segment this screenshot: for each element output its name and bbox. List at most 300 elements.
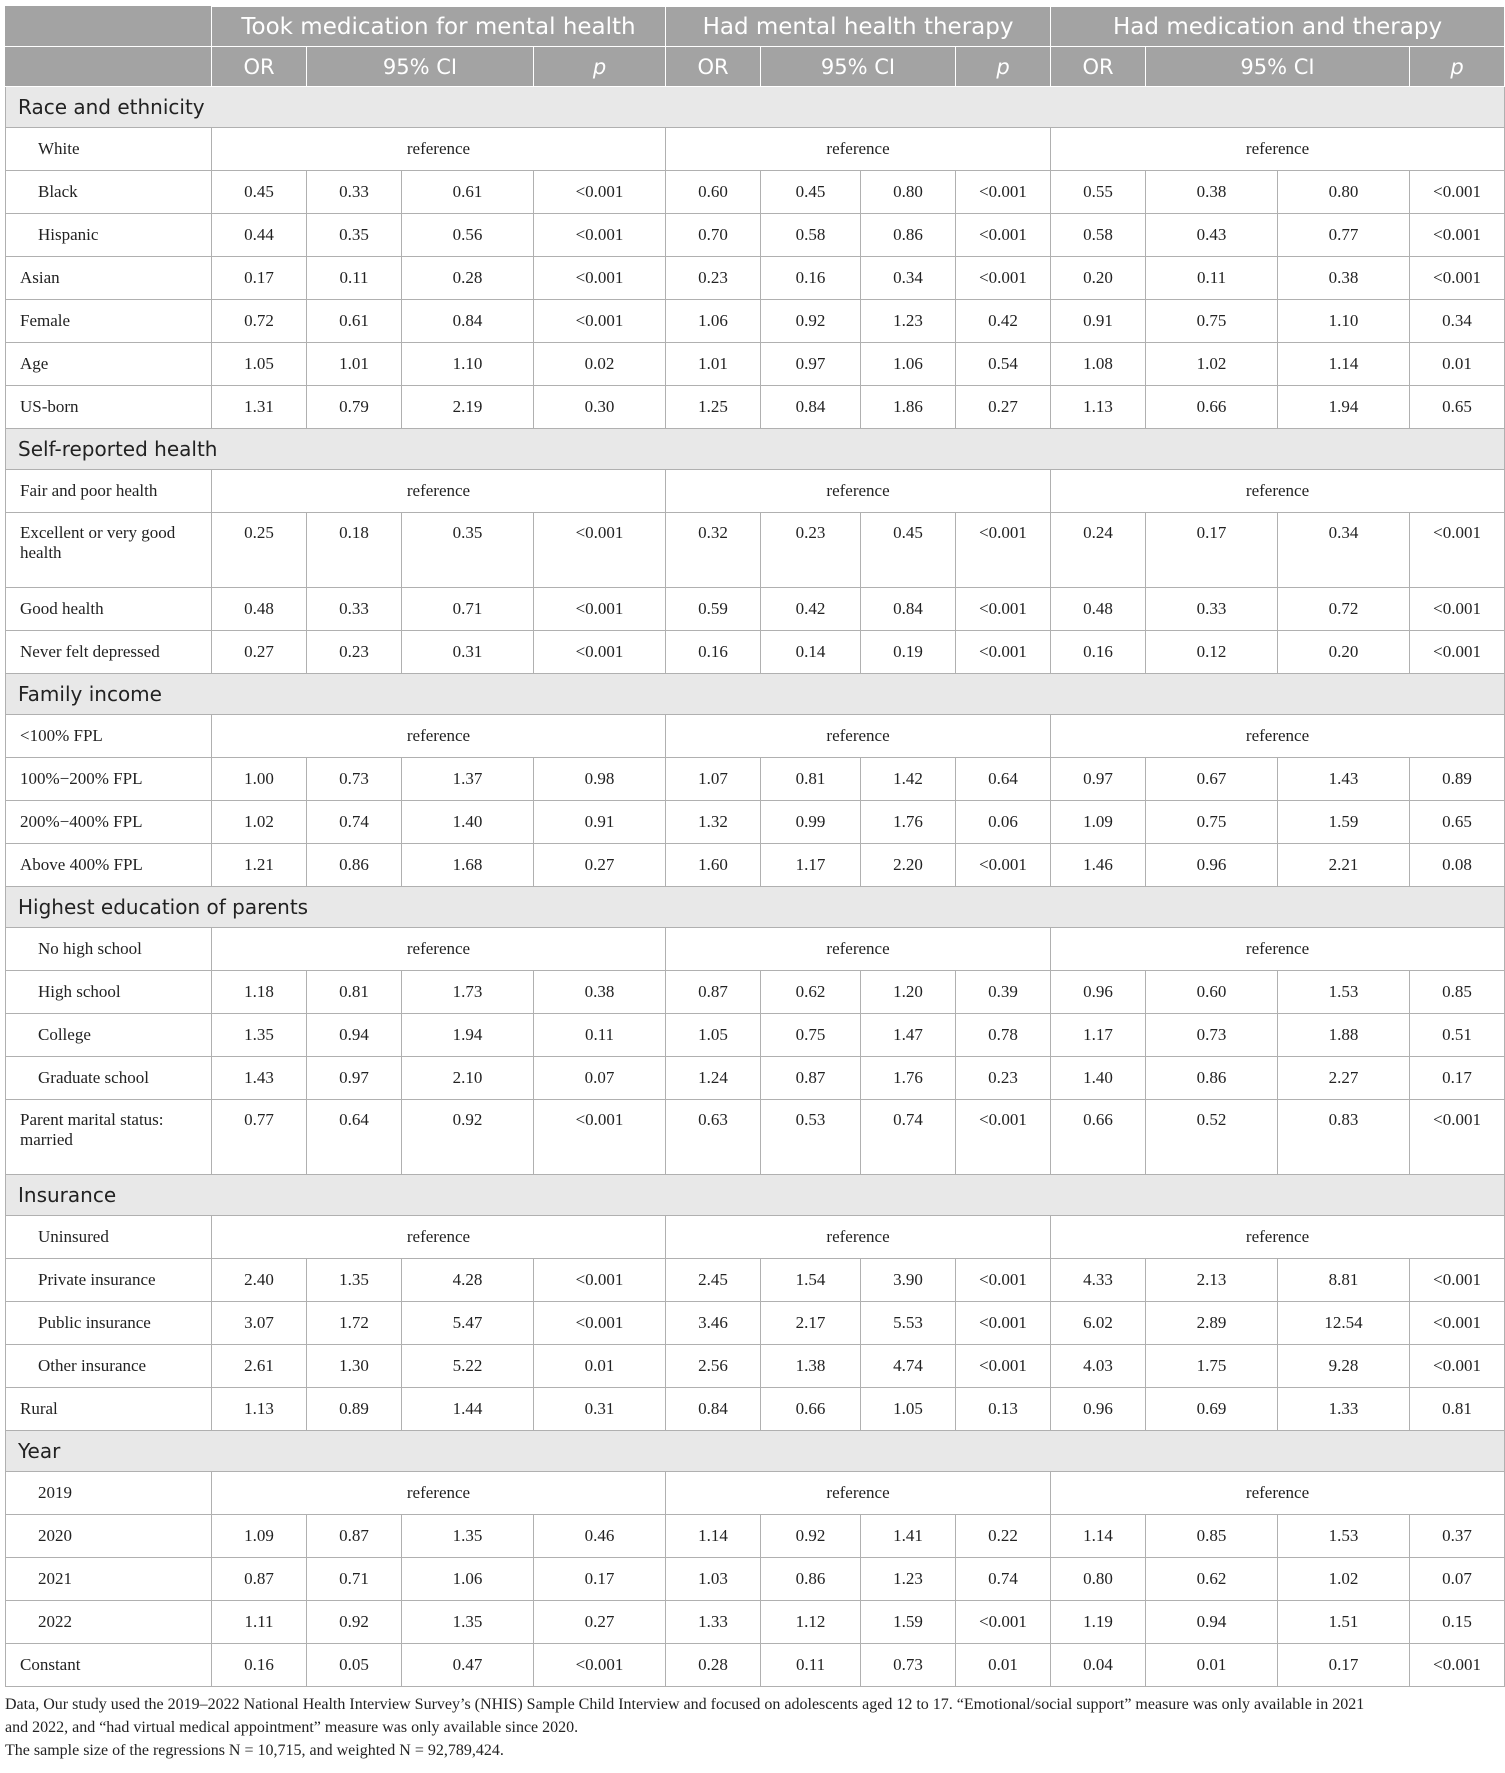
or-value: 2.45 [666,1259,761,1302]
ci-lower: 0.11 [307,257,402,300]
or-value: 1.03 [666,1558,761,1601]
ci-lower: 2.13 [1146,1259,1278,1302]
reference-cell: reference [666,1472,1051,1515]
ci-lower: 0.79 [307,386,402,429]
header-p: p [534,47,666,87]
header-or: OR [212,47,307,87]
or-value: 1.09 [212,1515,307,1558]
ci-upper: 0.83 [1278,1100,1410,1175]
p-value: 0.30 [534,386,666,429]
ci-lower: 0.67 [1146,758,1278,801]
p-value: <0.001 [956,1345,1051,1388]
or-value: 0.25 [212,513,307,588]
or-value: 0.60 [666,171,761,214]
ci-lower: 0.97 [307,1057,402,1100]
p-value: <0.001 [956,1100,1051,1175]
p-value: <0.001 [1410,1345,1505,1388]
ci-lower: 0.94 [307,1014,402,1057]
p-value: 0.51 [1410,1014,1505,1057]
p-value: <0.001 [534,1100,666,1175]
or-value: 0.16 [1051,631,1146,674]
ci-lower: 0.92 [761,1515,861,1558]
p-value: 0.23 [956,1057,1051,1100]
row-label: High school [6,971,212,1014]
ci-upper: 8.81 [1278,1259,1410,1302]
or-value: 0.04 [1051,1644,1146,1687]
ci-lower: 0.64 [307,1100,402,1175]
ci-upper: 5.47 [402,1302,534,1345]
ci-upper: 1.68 [402,844,534,887]
ci-upper: 1.43 [1278,758,1410,801]
table-footnote [5,1693,1370,1762]
ci-lower: 0.45 [761,171,861,214]
table-row [6,513,1505,588]
ci-lower: 2.17 [761,1302,861,1345]
row-label: Female [6,300,212,343]
or-value: 1.21 [212,844,307,887]
ci-lower: 0.92 [307,1601,402,1644]
reference-cell: reference [666,128,1051,171]
or-value: 1.02 [212,801,307,844]
ci-upper: 1.05 [861,1388,956,1431]
p-value: <0.001 [1410,631,1505,674]
or-value: 1.17 [1051,1014,1146,1057]
ci-upper: 0.38 [1278,257,1410,300]
ci-lower: 0.81 [307,971,402,1014]
p-value: <0.001 [1410,513,1505,588]
p-value: <0.001 [534,1644,666,1687]
or-value: 1.14 [666,1515,761,1558]
ci-upper: 0.72 [1278,588,1410,631]
or-value: 1.43 [212,1057,307,1100]
p-value: 0.85 [1410,971,1505,1014]
row-label: White [6,128,212,171]
or-value: 1.24 [666,1057,761,1100]
or-value: 4.03 [1051,1345,1146,1388]
or-value: 1.31 [212,386,307,429]
row-label: College [6,1014,212,1057]
table-row [6,1216,1505,1259]
p-value: 0.39 [956,971,1051,1014]
row-label: Public insurance [6,1302,212,1345]
or-value: 1.60 [666,844,761,887]
p-value: 0.91 [534,801,666,844]
ci-lower: 0.62 [1146,1558,1278,1601]
p-value: 0.02 [534,343,666,386]
reference-cell: reference [1051,128,1505,171]
row-label: 2022 [6,1601,212,1644]
ci-upper: 5.22 [402,1345,534,1388]
ci-lower: 0.86 [307,844,402,887]
table-row [6,1644,1505,1687]
table-row [6,631,1505,674]
header-group-therapy: Had mental health therapy [666,7,1051,47]
or-value: 1.40 [1051,1057,1146,1100]
table-row [6,1302,1505,1345]
p-value: 0.46 [534,1515,666,1558]
ci-upper: 2.27 [1278,1057,1410,1100]
or-value: 1.14 [1051,1515,1146,1558]
ci-upper: 1.14 [1278,343,1410,386]
or-value: 0.96 [1051,1388,1146,1431]
row-label: Private insurance [6,1259,212,1302]
reference-cell: reference [212,128,666,171]
reference-cell: reference [212,470,666,513]
header-group-row [6,7,1505,47]
p-value: 0.01 [956,1644,1051,1687]
row-label: Constant [6,1644,212,1687]
header-sub-row [6,47,1505,87]
ci-lower: 1.01 [307,343,402,386]
or-value: 0.84 [666,1388,761,1431]
ci-upper: 0.28 [402,257,534,300]
p-value: 0.74 [956,1558,1051,1601]
ci-upper: 1.10 [1278,300,1410,343]
ci-upper: 1.76 [861,801,956,844]
header-group-both: Had medication and therapy [1051,7,1505,47]
reference-cell: reference [666,1216,1051,1259]
ci-upper: 0.74 [861,1100,956,1175]
or-value: 0.80 [1051,1558,1146,1601]
ci-lower: 0.81 [761,758,861,801]
ci-upper: 1.20 [861,971,956,1014]
ci-lower: 0.12 [1146,631,1278,674]
table-row [6,1472,1505,1515]
p-value: <0.001 [1410,1100,1505,1175]
p-value: 0.07 [1410,1558,1505,1601]
table-row [6,214,1505,257]
p-value: <0.001 [1410,1259,1505,1302]
ci-lower: 0.11 [1146,257,1278,300]
or-value: 1.46 [1051,844,1146,887]
ci-upper: 12.54 [1278,1302,1410,1345]
or-value: 1.13 [1051,386,1146,429]
ci-upper: 0.80 [861,171,956,214]
row-label: Parent marital status: married [6,1100,212,1175]
or-value: 6.02 [1051,1302,1146,1345]
ci-lower: 0.69 [1146,1388,1278,1431]
p-value: 0.13 [956,1388,1051,1431]
p-value: 0.08 [1410,844,1505,887]
ci-lower: 0.43 [1146,214,1278,257]
header-corner-sub [6,47,212,87]
p-value: 0.81 [1410,1388,1505,1431]
ci-upper: 1.35 [402,1601,534,1644]
ci-upper: 2.20 [861,844,956,887]
ci-lower: 0.23 [761,513,861,588]
ci-lower: 0.33 [307,171,402,214]
or-value: 2.40 [212,1259,307,1302]
row-label: Graduate school [6,1057,212,1100]
ci-upper: 1.73 [402,971,534,1014]
or-value: 0.23 [666,257,761,300]
or-value: 0.44 [212,214,307,257]
ci-upper: 1.35 [402,1515,534,1558]
ci-lower: 0.35 [307,214,402,257]
ci-lower: 0.53 [761,1100,861,1175]
ci-lower: 0.75 [1146,801,1278,844]
ci-upper: 0.34 [1278,513,1410,588]
ci-lower: 1.17 [761,844,861,887]
or-value: 0.24 [1051,513,1146,588]
ci-lower: 0.52 [1146,1100,1278,1175]
or-value: 0.28 [666,1644,761,1687]
table-row [6,300,1505,343]
ci-upper: 1.23 [861,1558,956,1601]
ci-upper: 3.90 [861,1259,956,1302]
reference-cell: reference [1051,1472,1505,1515]
ci-lower: 0.23 [307,631,402,674]
or-value: 1.13 [212,1388,307,1431]
table-row [6,1601,1505,1644]
section-header-row [6,887,1505,928]
or-value: 0.77 [212,1100,307,1175]
ci-lower: 0.92 [761,300,861,343]
ci-upper: 1.06 [861,343,956,386]
row-label: Age [6,343,212,386]
row-label: Never felt depressed [6,631,212,674]
or-value: 0.96 [1051,971,1146,1014]
ci-upper: 1.37 [402,758,534,801]
or-value: 0.45 [212,171,307,214]
reference-cell: reference [666,928,1051,971]
or-value: 1.35 [212,1014,307,1057]
or-value: 0.16 [666,631,761,674]
p-value: 0.17 [534,1558,666,1601]
p-value: 0.38 [534,971,666,1014]
ci-lower: 0.84 [761,386,861,429]
ci-lower: 0.87 [761,1057,861,1100]
table-row [6,801,1505,844]
table-row [6,844,1505,887]
reference-cell: reference [1051,715,1505,758]
ci-lower: 2.89 [1146,1302,1278,1345]
table-row [6,928,1505,971]
ci-lower: 1.30 [307,1345,402,1388]
or-value: 1.25 [666,386,761,429]
ci-upper: 1.42 [861,758,956,801]
or-value: 0.66 [1051,1100,1146,1175]
table-row [6,1259,1505,1302]
p-value: <0.001 [956,214,1051,257]
row-label: No high school [6,928,212,971]
p-value: 0.65 [1410,386,1505,429]
or-value: 1.07 [666,758,761,801]
odds-ratio-table [5,6,1505,1687]
ci-upper: 1.44 [402,1388,534,1431]
ci-lower: 1.72 [307,1302,402,1345]
row-label: Above 400% FPL [6,844,212,887]
row-label: Good health [6,588,212,631]
reference-cell: reference [1051,1216,1505,1259]
table-row [6,1014,1505,1057]
section-title: Race and ethnicity [6,87,1505,128]
table-row [6,1100,1505,1175]
regression-table-container [5,6,1481,1762]
p-value: <0.001 [534,631,666,674]
header-ci: 95% CI [307,47,534,87]
ci-lower: 0.14 [761,631,861,674]
ci-upper: 1.51 [1278,1601,1410,1644]
ci-lower: 0.11 [761,1644,861,1687]
ci-upper: 0.71 [402,588,534,631]
or-value: 0.87 [212,1558,307,1601]
ci-upper: 1.23 [861,300,956,343]
p-value: 0.54 [956,343,1051,386]
reference-cell: reference [1051,928,1505,971]
ci-lower: 0.33 [1146,588,1278,631]
or-value: 1.01 [666,343,761,386]
ci-upper: 1.59 [1278,801,1410,844]
or-value: 0.55 [1051,171,1146,214]
or-value: 1.19 [1051,1601,1146,1644]
ci-upper: 0.45 [861,513,956,588]
row-label: US-born [6,386,212,429]
ci-lower: 0.94 [1146,1601,1278,1644]
or-value: 2.56 [666,1345,761,1388]
row-label: Other insurance [6,1345,212,1388]
p-value: 0.64 [956,758,1051,801]
p-value: 0.65 [1410,801,1505,844]
p-value: <0.001 [1410,1302,1505,1345]
p-value: <0.001 [956,1601,1051,1644]
or-value: 3.07 [212,1302,307,1345]
p-value: 0.11 [534,1014,666,1057]
ci-lower: 1.54 [761,1259,861,1302]
row-label: 2020 [6,1515,212,1558]
ci-lower: 0.86 [1146,1057,1278,1100]
table-row [6,386,1505,429]
p-value: <0.001 [956,171,1051,214]
ci-upper: 0.17 [1278,1644,1410,1687]
p-value: 0.01 [534,1345,666,1388]
ci-upper: 2.10 [402,1057,534,1100]
p-value: <0.001 [956,844,1051,887]
or-value: 1.32 [666,801,761,844]
table-row [6,1057,1505,1100]
or-value: 0.70 [666,214,761,257]
table-row [6,758,1505,801]
p-value: <0.001 [956,513,1051,588]
ci-upper: 0.84 [402,300,534,343]
or-value: 0.32 [666,513,761,588]
header-group-medication: Took medication for mental health [212,7,666,47]
or-value: 1.06 [666,300,761,343]
p-value: 0.31 [534,1388,666,1431]
p-value: 0.37 [1410,1515,1505,1558]
or-value: 0.87 [666,971,761,1014]
table-row [6,257,1505,300]
p-value: 0.27 [956,386,1051,429]
ci-lower: 0.17 [1146,513,1278,588]
ci-lower: 0.73 [307,758,402,801]
row-label: 200%−400% FPL [6,801,212,844]
or-value: 1.00 [212,758,307,801]
section-title: Self-reported health [6,429,1505,470]
ci-lower: 0.87 [307,1515,402,1558]
ci-upper: 4.28 [402,1259,534,1302]
or-value: 0.58 [1051,214,1146,257]
or-value: 1.33 [666,1601,761,1644]
p-value: <0.001 [956,257,1051,300]
header-or: OR [666,47,761,87]
row-label: 100%−200% FPL [6,758,212,801]
header-p: p [956,47,1051,87]
ci-lower: 1.75 [1146,1345,1278,1388]
p-value: <0.001 [534,171,666,214]
or-value: 4.33 [1051,1259,1146,1302]
table-row [6,470,1505,513]
ci-upper: 0.92 [402,1100,534,1175]
or-value: 0.91 [1051,300,1146,343]
ci-lower: 0.73 [1146,1014,1278,1057]
row-label: <100% FPL [6,715,212,758]
row-label: 2019 [6,1472,212,1515]
ci-upper: 0.86 [861,214,956,257]
or-value: 1.05 [212,343,307,386]
ci-upper: 1.53 [1278,971,1410,1014]
section-title: Year [6,1431,1505,1472]
p-value: 0.27 [534,1601,666,1644]
reference-cell: reference [212,1472,666,1515]
row-label: Black [6,171,212,214]
or-value: 0.48 [212,588,307,631]
or-value: 1.05 [666,1014,761,1057]
or-value: 0.59 [666,588,761,631]
ci-lower: 1.35 [307,1259,402,1302]
ci-upper: 9.28 [1278,1345,1410,1388]
p-value: <0.001 [534,513,666,588]
ci-lower: 0.42 [761,588,861,631]
section-header-row [6,674,1505,715]
p-value: <0.001 [956,631,1051,674]
section-header-row [6,1431,1505,1472]
or-value: 0.48 [1051,588,1146,631]
p-value: 0.15 [1410,1601,1505,1644]
p-value: 0.17 [1410,1057,1505,1100]
table-row [6,128,1505,171]
footnote-data-source: Data, Our study used the 2019–2022 National Health Interview Survey’s (NHIS) Sample Child Interview and focused on adolescents aged 12 to 17. “Emotional/social support” measure was only available in 2021 and 2022, and “had virtual medical appointment” measure was only available since 2020. [5,1696,1365,1736]
row-label: Fair and poor health [6,470,212,513]
or-value: 0.16 [212,1644,307,1687]
header-ci: 95% CI [761,47,956,87]
ci-upper: 0.73 [861,1644,956,1687]
or-value: 0.72 [212,300,307,343]
table-row [6,715,1505,758]
ci-upper: 0.19 [861,631,956,674]
p-value: 0.22 [956,1515,1051,1558]
ci-lower: 0.99 [761,801,861,844]
footnote-sample-size: The sample size of the regressions N = 10,715, and weighted N = 92,789,424. [5,1742,504,1759]
p-value: <0.001 [956,588,1051,631]
ci-lower: 0.60 [1146,971,1278,1014]
ci-upper: 0.47 [402,1644,534,1687]
or-value: 1.11 [212,1601,307,1644]
ci-upper: 0.31 [402,631,534,674]
ci-lower: 0.18 [307,513,402,588]
ci-upper: 1.86 [861,386,956,429]
ci-upper: 1.10 [402,343,534,386]
p-value: 0.27 [534,844,666,887]
reference-cell: reference [212,928,666,971]
ci-lower: 0.38 [1146,171,1278,214]
or-value: 0.20 [1051,257,1146,300]
ci-upper: 1.40 [402,801,534,844]
ci-lower: 0.61 [307,300,402,343]
table-row [6,1345,1505,1388]
p-value: <0.001 [534,1259,666,1302]
reference-cell: reference [666,470,1051,513]
